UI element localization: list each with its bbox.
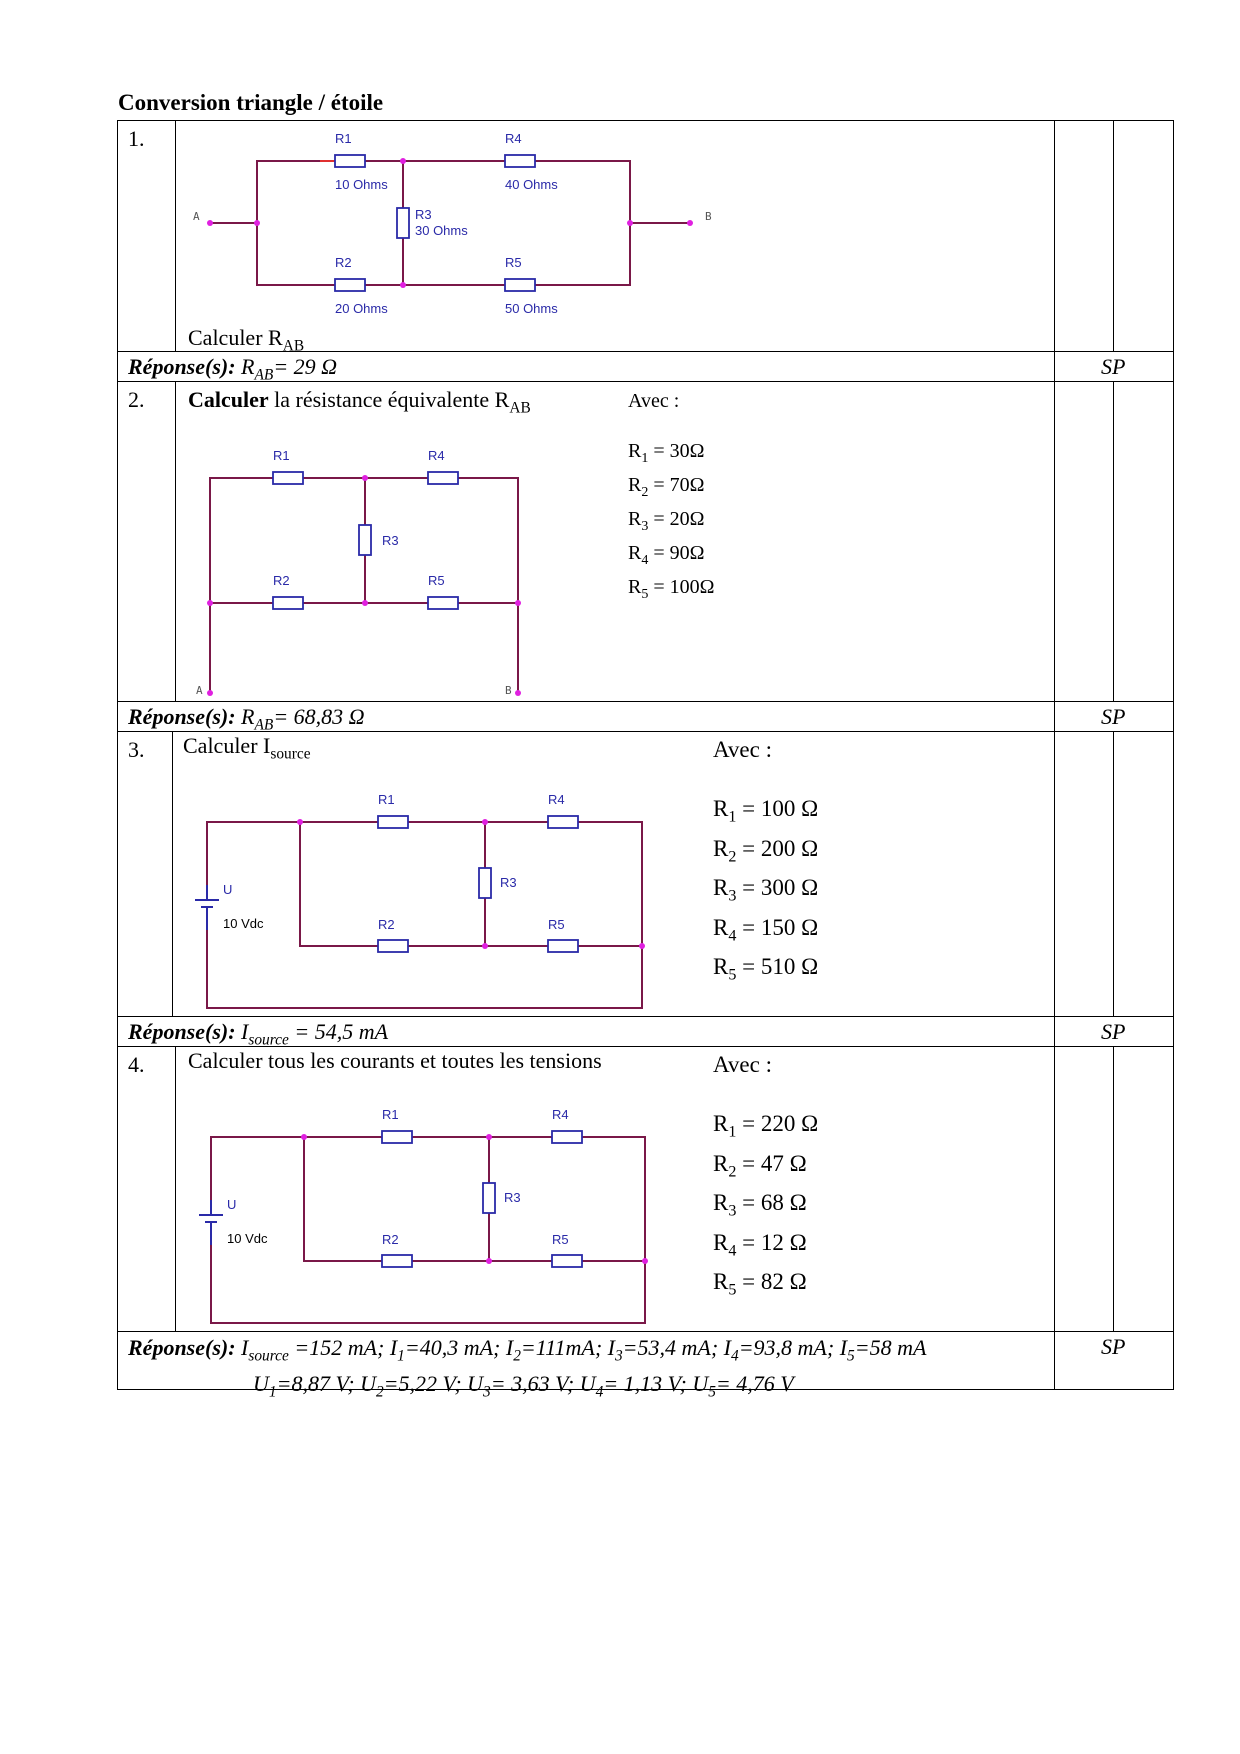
ex2-score-label: SP	[1101, 704, 1126, 729]
ex4-r4-label: R4	[552, 1107, 569, 1122]
ex4-r4-resistor	[552, 1131, 582, 1143]
node	[642, 1258, 648, 1264]
ex3-r1-label: R1	[378, 792, 395, 807]
ex3-value-r5: $R_5 = 510$ Ω	[713, 954, 819, 984]
ex4-r2-resistor	[382, 1255, 412, 1267]
ex3-number: 3.	[128, 737, 145, 762]
ex1-r1-resistor	[335, 155, 365, 167]
ex2-r5-resistor	[428, 597, 458, 609]
ex3-circuit-diagram	[185, 790, 665, 1010]
ex1-r3-label: R3	[415, 207, 432, 222]
ex3-value-r1: $R_1 = 100$ Ω	[713, 796, 819, 826]
ex1-r4-label: R4	[505, 131, 522, 146]
ex3-voltage-source	[195, 885, 219, 930]
ex3-value-r3: $R_3 = 300$ Ω	[713, 875, 819, 905]
ex3-value-r2: $R_2 = 200$ Ω	[713, 835, 819, 866]
ex2-avec-label: Avec :	[628, 390, 680, 412]
ex4-voltage-source	[199, 1200, 223, 1245]
ex3-r2-resistor	[378, 940, 408, 952]
ex2-wires	[210, 478, 518, 693]
ex3-r3-resistor	[479, 868, 491, 898]
ex2-r1-label: R1	[273, 448, 290, 463]
ex3-question: Calculer $I_{source}$	[183, 733, 311, 763]
col-rule	[1113, 381, 1114, 701]
ex1-r5-label: R5	[505, 255, 522, 270]
ex1-circuit-diagram	[180, 128, 740, 328]
ex4-question: Calculer tous les courants et toutes les tensions	[188, 1048, 602, 1073]
col-rule	[175, 381, 176, 701]
ex2-value-r1: $R_1 = 30\Omega$	[628, 440, 705, 466]
ex3-value-r4: $R_4 = 150$ Ω	[713, 914, 819, 945]
col-rule	[1054, 120, 1055, 1390]
ex2-number: 2.	[128, 387, 145, 412]
ex2-r2-label: R2	[273, 573, 290, 588]
ex3-source-value: 10 Vdc	[223, 916, 264, 931]
ex2-terminal-a: A	[196, 684, 203, 697]
ex3-r5-resistor	[548, 940, 578, 952]
ex1-number: 1.	[128, 126, 145, 151]
ex1-r3-resistor	[397, 208, 409, 238]
node	[482, 819, 488, 825]
col-rule	[172, 731, 173, 1016]
node	[301, 1134, 307, 1140]
ex4-answer	[128, 1334, 926, 1407]
ex4-r3-label: R3	[504, 1190, 521, 1205]
ex2-answer: Réponse(s): $R_{AB}= 68,83$ Ω	[128, 704, 365, 734]
ex3-wires	[207, 822, 642, 1008]
page-title: Conversion triangle / étoile	[118, 90, 384, 115]
col-rule	[1113, 731, 1114, 1016]
ex4-value-r1: $R_1 = 220$ Ω	[713, 1111, 819, 1141]
col-rule	[1113, 1046, 1114, 1331]
node	[362, 600, 368, 606]
ex4-r1-resistor	[382, 1131, 412, 1143]
ex2-value-r4: $R_4 = 90\Omega$	[628, 542, 705, 568]
ex4-circuit-diagram	[189, 1105, 669, 1325]
ex4-r3-resistor	[483, 1183, 495, 1213]
ex2-r3-resistor	[359, 525, 371, 555]
ex2-value-r2: $R_2 = 70\Omega$	[628, 474, 705, 500]
node	[639, 943, 645, 949]
ex1-r2-value: 20 Ohms	[335, 301, 388, 316]
ex1-answer: Réponse(s): $R_{AB}= 29$ Ω	[128, 354, 338, 384]
ex1-r2-label: R2	[335, 255, 352, 270]
ex1-r4-resistor	[505, 155, 535, 167]
ex4-value-r5: $R_5 = 82$ Ω	[713, 1269, 807, 1299]
ex4-r5-resistor	[552, 1255, 582, 1267]
col-rule	[1113, 120, 1114, 351]
ex1-r5-resistor	[505, 279, 535, 291]
ex2-value-r5: $R_5 = 100\Omega$	[628, 576, 715, 602]
ex1-r2-resistor	[335, 279, 365, 291]
node	[400, 158, 406, 164]
node	[486, 1134, 492, 1140]
node	[254, 220, 260, 226]
ex1-r3-value: 30 Ohms	[415, 223, 468, 238]
ex3-avec-label: Avec :	[713, 737, 772, 762]
node	[486, 1258, 492, 1264]
ex4-value-r3: $R_3 = 68$ Ω	[713, 1190, 807, 1220]
col-rule	[175, 1046, 176, 1331]
node	[362, 475, 368, 481]
ex2-value-r3: $R_3 = 20\Omega$	[628, 508, 705, 534]
col-rule	[175, 120, 176, 351]
ex1-r1-label: R1	[335, 131, 352, 146]
ex4-score-label: SP	[1101, 1334, 1126, 1359]
ex3-answer: Réponse(s): $I_{source} = 54,5$ mA	[128, 1019, 389, 1049]
ex2-r4-label: R4	[428, 448, 445, 463]
row-rule	[117, 1331, 1174, 1332]
ex4-answer-voltages: $U_1=8,87$ V; $U_2=5,22$ V; $U_3= 3,63$ V; $U_4= 1,13$ V; $U_5= 4,76$ V	[253, 1371, 794, 1401]
ex3-r5-label: R5	[548, 917, 565, 932]
node	[207, 220, 213, 226]
ex1-terminal-a: A	[193, 210, 200, 223]
ex3-r4-resistor	[548, 816, 578, 828]
ex2-r5-label: R5	[428, 573, 445, 588]
ex1-r1-value: 10 Ohms	[335, 177, 388, 192]
node	[687, 220, 693, 226]
ex4-value-r2: $R_2 = 47$ Ω	[713, 1150, 807, 1181]
ex4-answer-currents: Réponse(s): $I_{source} =152$ mA; $I_1=40,3$ mA; $I_2=111mA$; $I_3=53,4$ mA; $I_4=93,8$ mA; $I_5=58$ mA	[128, 1335, 927, 1365]
ex4-value-r4: $R_4 = 12$ Ω	[713, 1229, 807, 1260]
ex4-r5-label: R5	[552, 1232, 569, 1247]
ex3-r1-resistor	[378, 816, 408, 828]
node	[400, 282, 406, 288]
ex1-r4-value: 40 Ohms	[505, 177, 558, 192]
row-rule	[117, 701, 1174, 702]
ex4-avec-label: Avec :	[713, 1052, 772, 1077]
node	[482, 943, 488, 949]
ex3-r2-label: R2	[378, 917, 395, 932]
ex2-values	[628, 438, 715, 608]
node	[297, 819, 303, 825]
ex2-r4-resistor	[428, 472, 458, 484]
node	[207, 600, 213, 606]
node	[515, 690, 521, 696]
ex4-r1-label: R1	[382, 1107, 399, 1122]
ex3-values	[713, 793, 818, 991]
ex4-values	[713, 1108, 818, 1306]
node	[207, 690, 213, 696]
ex4-wires	[211, 1137, 645, 1323]
ex1-r5-value: 50 Ohms	[505, 301, 558, 316]
ex1-question: Calculer $R_{AB}$	[188, 325, 305, 355]
ex3-r3-label: R3	[500, 875, 517, 890]
row-rule	[117, 1016, 1174, 1017]
ex4-source-value: 10 Vdc	[227, 1231, 268, 1246]
ex2-question: Calculer la résistance équivalente $R_{AB}$	[188, 387, 531, 417]
ex1-terminal-b: B	[705, 210, 712, 223]
ex4-r2-label: R2	[382, 1232, 399, 1247]
ex1-score-label: SP	[1101, 354, 1126, 379]
ex2-r2-resistor	[273, 597, 303, 609]
ex3-source-label: U	[223, 882, 233, 897]
node	[627, 220, 633, 226]
ex3-score-label: SP	[1101, 1019, 1126, 1044]
ex2-r3-label: R3	[382, 533, 399, 548]
ex2-r1-resistor	[273, 472, 303, 484]
ex4-source-label: U	[227, 1197, 237, 1212]
ex2-circuit-diagram	[190, 440, 550, 700]
ex2-terminal-b: B	[505, 684, 512, 697]
ex4-number: 4.	[128, 1052, 145, 1077]
ex3-r4-label: R4	[548, 792, 565, 807]
node	[515, 600, 521, 606]
